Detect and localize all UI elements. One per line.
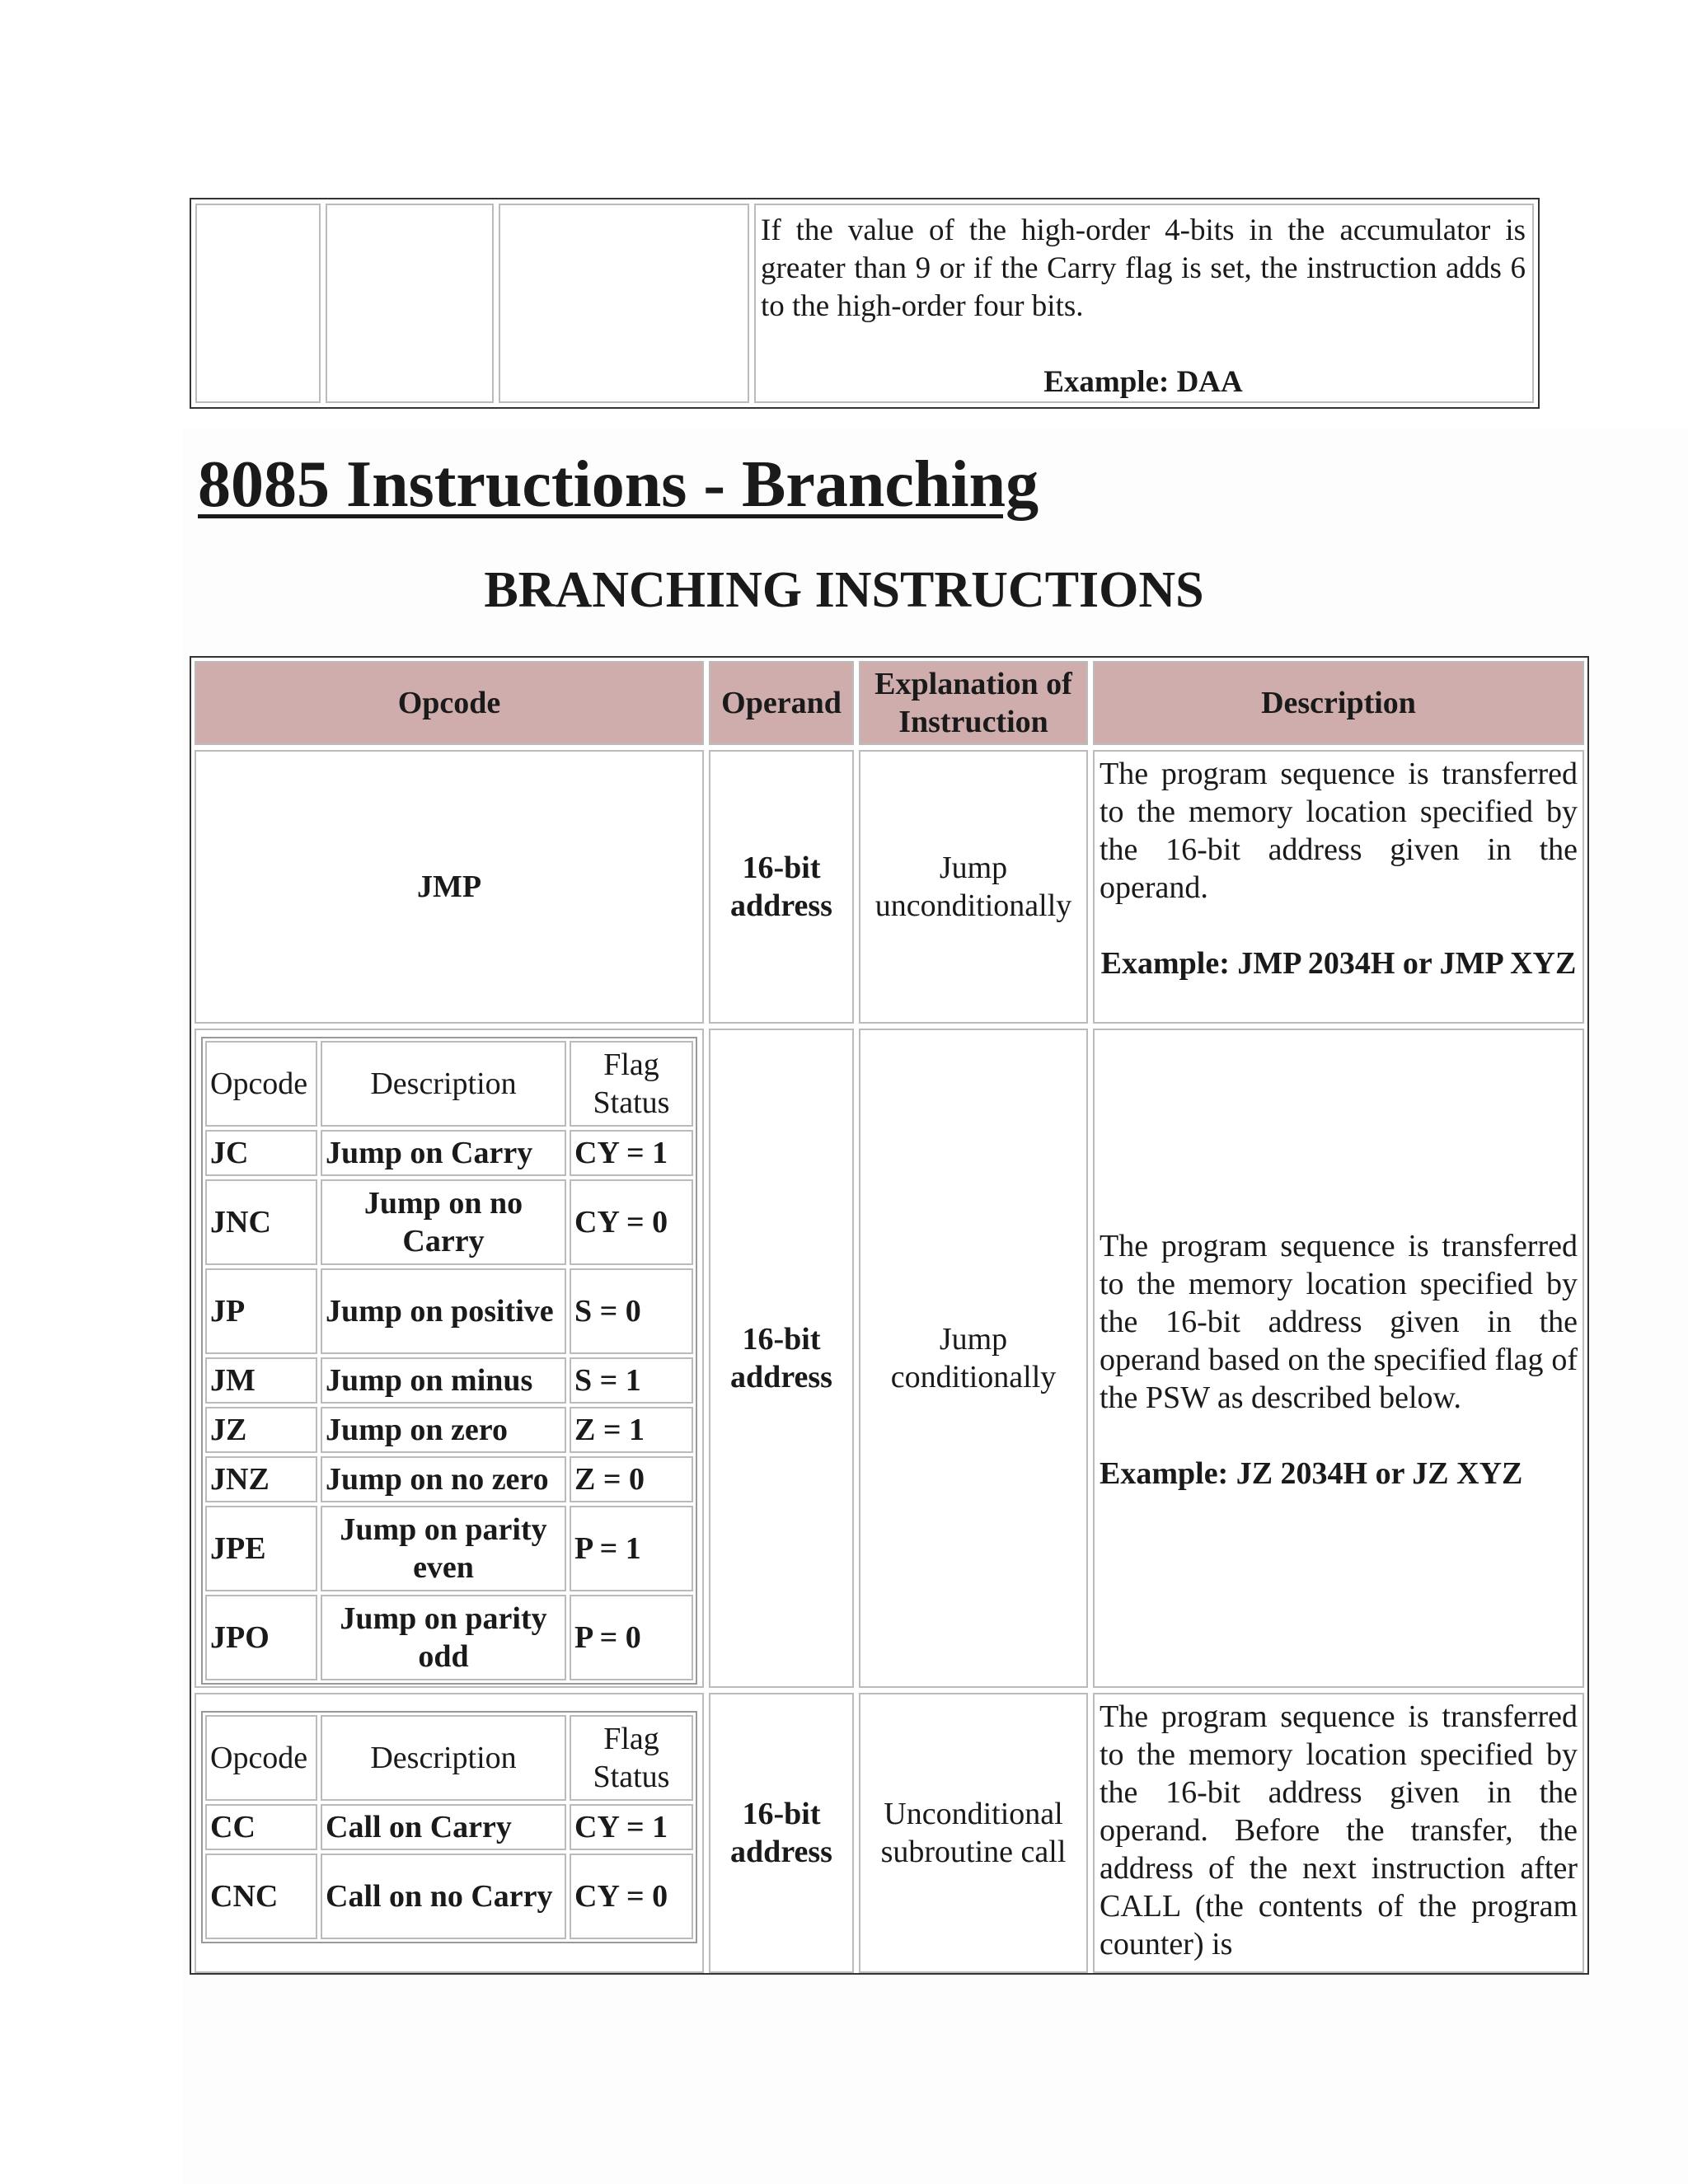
opcode-cell (195, 1693, 704, 1973)
table-row (205, 1804, 693, 1850)
col-description-header: Description (321, 1041, 566, 1127)
header-explanation: Explanation of Instruction (859, 661, 1088, 745)
opcode-cell (195, 1029, 704, 1688)
flag-status: CY = 0 (570, 1179, 693, 1265)
opcode: JP (205, 1268, 317, 1354)
empty-cell (499, 204, 749, 403)
call-flag-table (201, 1711, 697, 1943)
operand-cell: 16-bit address (709, 1693, 854, 1973)
branching-instructions-table (190, 656, 1589, 1975)
explanation-cell: Jump unconditionally (859, 750, 1088, 1024)
flag-status: CY = 1 (570, 1804, 693, 1850)
opcode: JPO (205, 1595, 317, 1680)
table-row (205, 1268, 693, 1354)
table-header-row (195, 661, 1584, 745)
table-row (195, 750, 1584, 1024)
description: Jump on no zero (321, 1456, 566, 1502)
table-row (205, 1854, 693, 1939)
daa-continuation-table (190, 198, 1540, 409)
header-opcode: Opcode (195, 661, 704, 745)
description: Call on Carry (321, 1804, 566, 1850)
description: Jump on parity even (321, 1506, 566, 1591)
col-flag-header: Flag Status (570, 1041, 693, 1127)
description-text: The program sequence is transferred to the memory location specified by the 16-bit address given in the operand. Before the transfer, the address of the next instruction after CALL (the contents of the program counter) is (1100, 1699, 1578, 1961)
empty-cell (195, 204, 321, 403)
description-text: The program sequence is transferred to the memory location specified by the 16-bit address given in the operand based on the specified flag of the PSW as described below. (1100, 1229, 1578, 1415)
opcode: JM (205, 1357, 317, 1404)
table-row (205, 1595, 693, 1680)
opcode: JNC (205, 1179, 317, 1265)
table-row (205, 1357, 693, 1404)
col-description-header: Description (321, 1715, 566, 1801)
table-row (205, 1130, 693, 1176)
description-example: Example: JMP 2034H or JMP XYZ (1100, 946, 1577, 981)
opcode-cell: JMP (195, 750, 704, 1024)
description: Jump on positive (321, 1268, 566, 1354)
flag-status: P = 0 (570, 1595, 693, 1680)
operand-cell: 16-bit address (709, 1029, 854, 1688)
daa-description-cell (754, 204, 1534, 403)
empty-cell (326, 204, 494, 403)
description-cell (1093, 1029, 1584, 1688)
flag-status: S = 0 (570, 1268, 693, 1354)
description: Jump on zero (321, 1407, 566, 1453)
opcode: JPE (205, 1506, 317, 1591)
flag-status: CY = 1 (570, 1130, 693, 1176)
operand-cell: 16-bit address (709, 750, 854, 1024)
table-row (195, 1029, 1584, 1688)
description-text: The program sequence is transferred to the memory location specified by the 16-bit address given in the operand. (1100, 757, 1578, 905)
col-opcode-header: Opcode (205, 1041, 317, 1127)
section-heading: BRANCHING INSTRUCTIONS (484, 562, 1204, 618)
explanation-cell: Unconditional subroutine call (859, 1693, 1088, 1973)
description-cell (1093, 1693, 1584, 1973)
flag-status: Z = 0 (570, 1456, 693, 1502)
header-description: Description (1093, 661, 1584, 745)
explanation-cell: Jump conditionally (859, 1029, 1088, 1688)
description: Jump on minus (321, 1357, 566, 1404)
col-opcode-header: Opcode (205, 1715, 317, 1801)
daa-description-text: If the value of the high-order 4-bits in the accumulator is greater than 9 or if the Carry flag is set, the instruction adds 6 to the high-order four bits. (761, 213, 1526, 323)
opcode: JC (205, 1130, 317, 1176)
description: Jump on parity odd (321, 1595, 566, 1680)
description: Call on no Carry (321, 1854, 566, 1939)
header-operand: Operand (709, 661, 854, 745)
daa-example: Example: DAA (1043, 365, 1243, 399)
flag-status: CY = 0 (570, 1854, 693, 1939)
table-row (205, 1456, 693, 1502)
col-flag-header: Flag Status (570, 1715, 693, 1801)
flag-status: P = 1 (570, 1506, 693, 1591)
description: Jump on Carry (321, 1130, 566, 1176)
flag-status: S = 1 (570, 1357, 693, 1404)
jump-flag-table (201, 1037, 697, 1685)
description-cell (1093, 750, 1584, 1024)
opcode: JZ (205, 1407, 317, 1453)
opcode: JNZ (205, 1456, 317, 1502)
table-row (205, 1506, 693, 1591)
table-row (205, 1407, 693, 1453)
call-flag-header-row (205, 1715, 693, 1801)
description-example: Example: JZ 2034H or JZ XYZ (1100, 1456, 1523, 1491)
table-row (205, 1179, 693, 1265)
flag-status: Z = 1 (570, 1407, 693, 1453)
opcode: CNC (205, 1854, 317, 1939)
opcode: CC (205, 1804, 317, 1850)
page-title: 8085 Instructions - Branching (198, 448, 1039, 521)
jump-flag-header-row (205, 1041, 693, 1127)
description: Jump on no Carry (321, 1179, 566, 1265)
table-row (195, 1693, 1584, 1973)
